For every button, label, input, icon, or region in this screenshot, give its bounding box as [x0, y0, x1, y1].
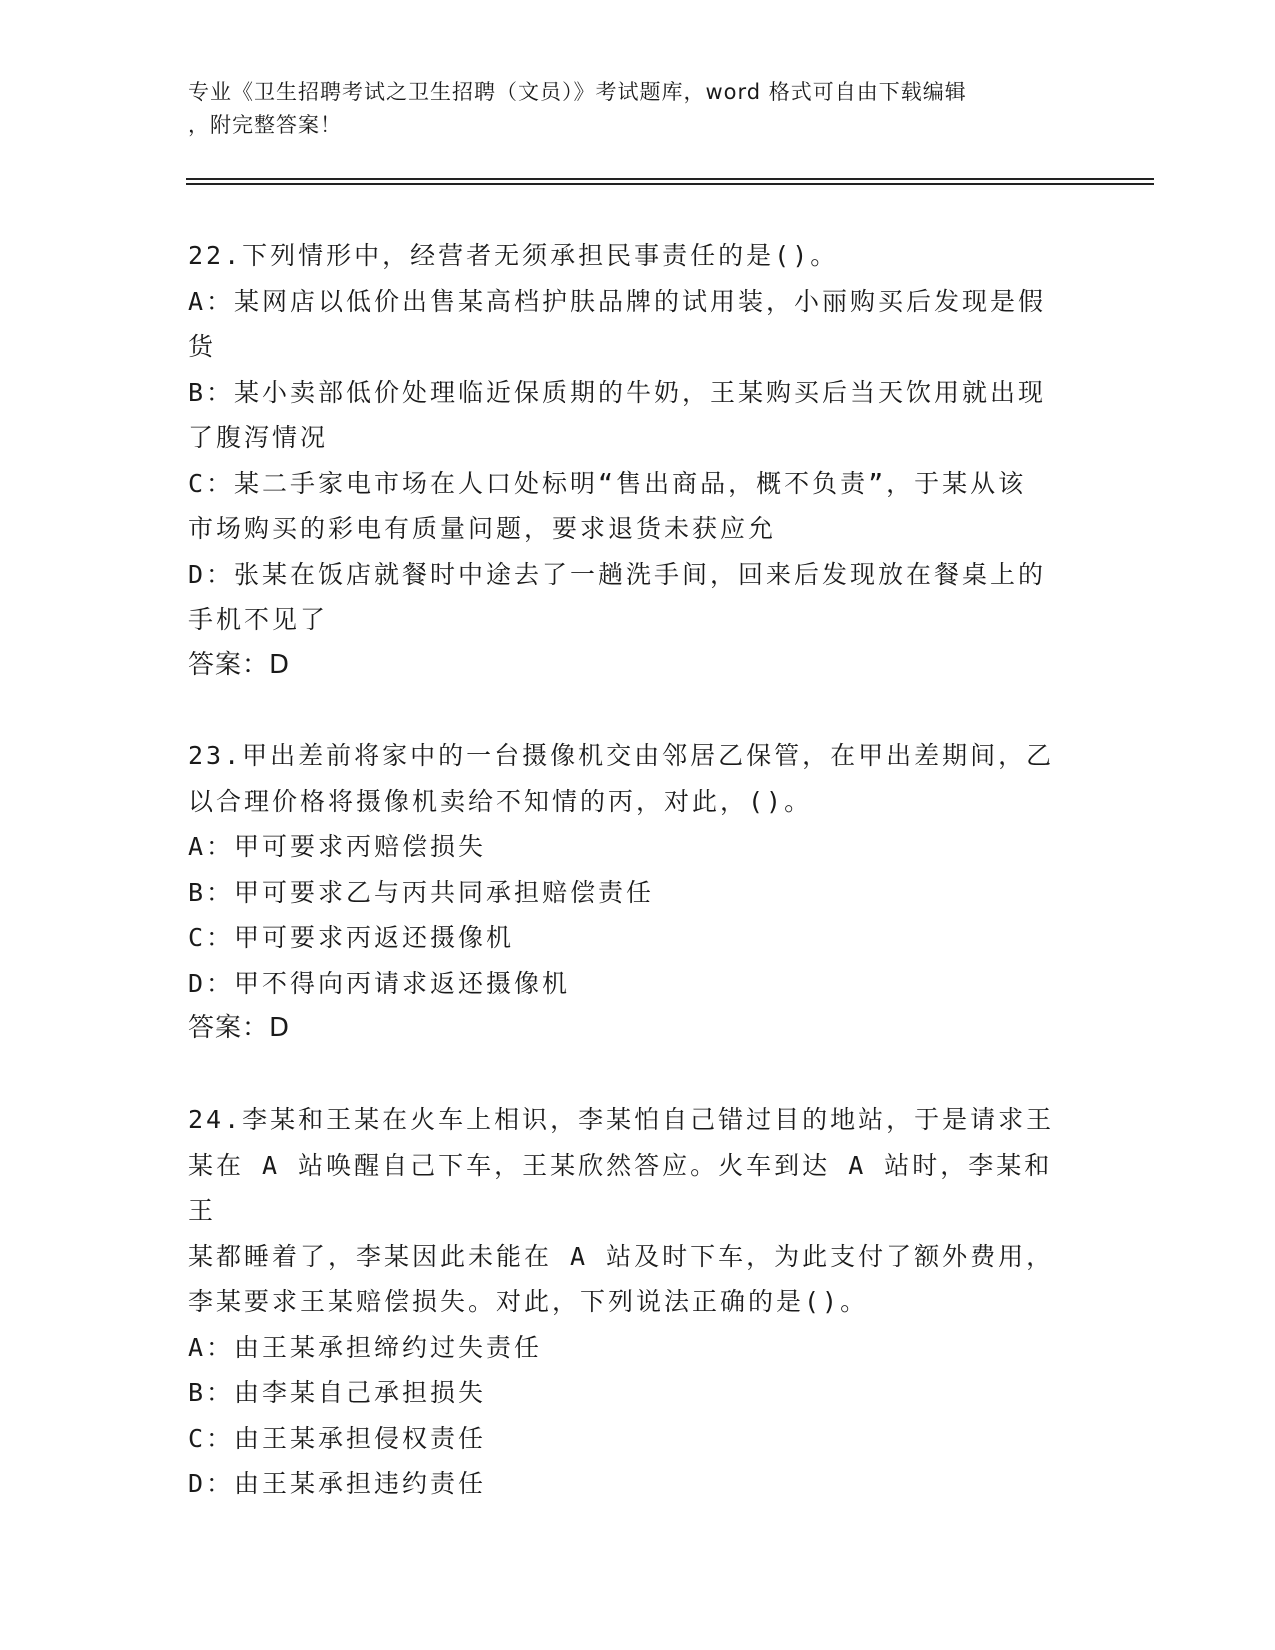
option-line: 了腹泻情况 [188, 423, 329, 452]
option-line: D：张某在饭店就餐时中途去了一趟洗手间，回来后发现放在餐桌上的 [188, 559, 1047, 589]
question-stem: 某都睡着了，李某因此未能在 A 站及时下车，为此支付了额外费用， [188, 1241, 1055, 1271]
option-c: C：由王某承担侵权责任 [188, 1423, 487, 1453]
question-stem: 李某要求王某赔偿损失。对此，下列说法正确的是()。 [188, 1287, 869, 1316]
option-line: B：某小卖部低价处理临近保质期的牛奶，王某购买后当天饮用就出现 [188, 377, 1047, 407]
question-23 [188, 733, 1078, 1051]
option-b [188, 370, 1078, 461]
question-stem: 23.甲出差前将家中的一台摄像机交由邻居乙保管，在甲出差期间，乙 [188, 741, 1055, 770]
option-line: 手机不见了 [188, 605, 329, 634]
document-header [188, 76, 1068, 142]
question-stem: 某在 A 站唤醒自己下车，王某欣然答应。火车到达 A 站时，李某和王 [188, 1150, 1053, 1225]
answer-line: 答案：D [188, 1013, 291, 1043]
header-line-2: ，附完整答案！ [188, 113, 342, 137]
option-d: D：由王某承担违约责任 [188, 1469, 487, 1498]
option-line: A：某网店以低价出售某高档护肤品牌的试用装，小丽购买后发现是假 [188, 286, 1047, 316]
option-c [188, 461, 1078, 552]
header-line-1: 专业《卫生招聘考试之卫生招聘（文员）》考试题库，word 格式可自由下载编辑 [188, 80, 967, 104]
option-d [188, 552, 1078, 643]
answer-line: 答案：D [188, 649, 291, 680]
option-a: A：甲可要求丙赔偿损失 [188, 832, 487, 861]
option-b: B：甲可要求乙与丙共同承担赔偿责任 [188, 877, 655, 907]
question-24 [188, 1097, 1078, 1507]
option-b: B：由李某自己承担损失 [188, 1378, 487, 1407]
option-a [188, 279, 1078, 370]
question-stem: 以合理价格将摄像机卖给不知情的丙，对此，()。 [188, 786, 813, 816]
question-22 [188, 233, 1078, 688]
option-line: C：某二手家电市场在人口处标明“售出商品，概不负责”，于某从该 [188, 468, 1027, 498]
option-line: 市场购买的彩电有质量问题，要求退货未获应允 [188, 514, 777, 543]
option-line: 货 [188, 332, 217, 361]
question-stem: 22.下列情形中，经营者无须承担民事责任的是()。 [188, 241, 839, 270]
header-divider [186, 178, 1154, 185]
option-d: D：甲不得向丙请求返还摄像机 [188, 968, 571, 998]
question-stem: 24.李某和王某在火车上相识，李某怕自己错过目的地站，于是请求王 [188, 1105, 1055, 1134]
option-c: C：甲可要求丙返还摄像机 [188, 923, 515, 952]
option-a: A：由王某承担缔约过失责任 [188, 1332, 543, 1362]
